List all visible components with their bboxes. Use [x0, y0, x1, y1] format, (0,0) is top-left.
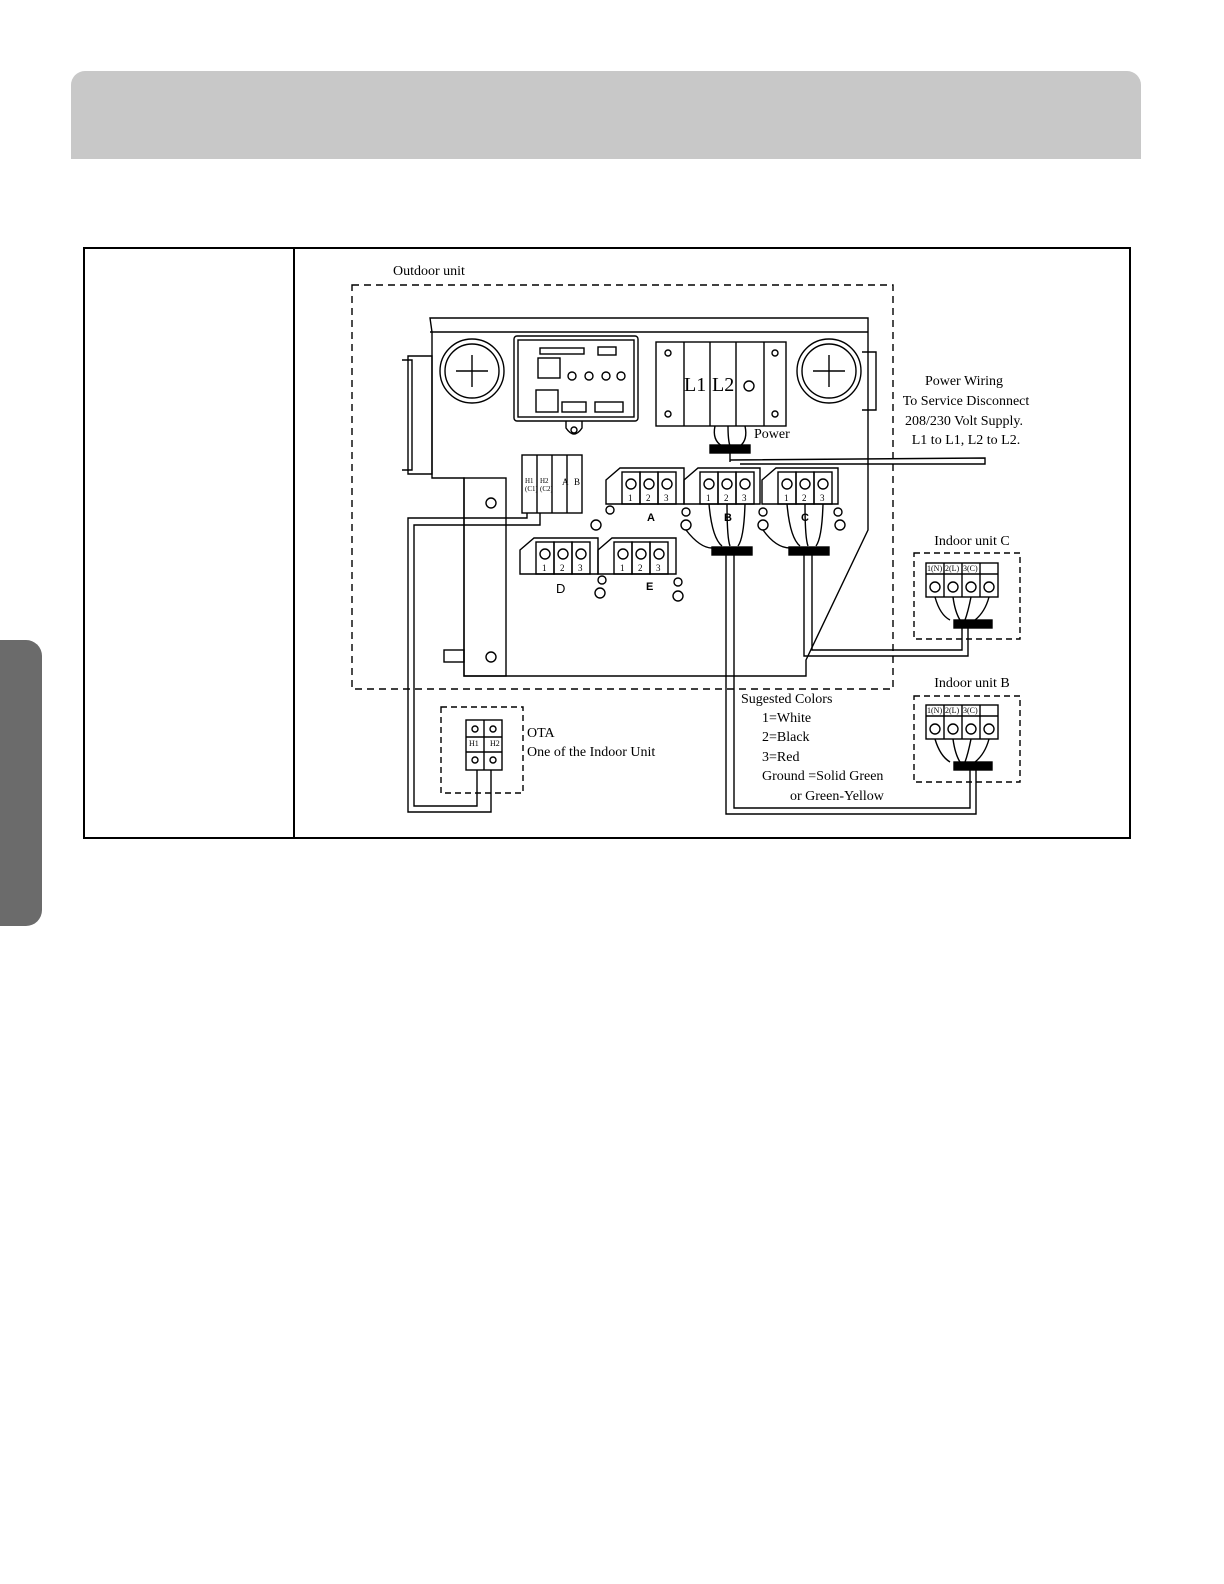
color-2: 2=Black [762, 730, 810, 745]
terminal-number: 1 [784, 493, 789, 503]
terminal-number: 2 [802, 493, 807, 503]
outdoor-unit-label: Outdoor unit [393, 264, 465, 279]
terminal-number: 3 [578, 563, 583, 573]
relay-h2-label: H2 (C2) [540, 477, 553, 493]
color-ground-alt: or Green-Yellow [790, 789, 884, 804]
power-wiring-line-1: Power Wiring [924, 374, 1004, 389]
color-1: 1=White [762, 711, 812, 726]
l2-label: L2 [712, 374, 735, 396]
ota-label: OTA [527, 726, 555, 741]
indoor-b-terminal-1: 1(N) [927, 706, 943, 715]
terminal-number: 2 [724, 493, 729, 503]
ota-h1-label: H1 [469, 739, 479, 748]
ota-wire-1 [408, 513, 527, 812]
terminal-block-d [520, 538, 598, 574]
color-3: 3=Red [762, 750, 800, 765]
power-wiring-line-4: L1 to L1, L2 to L2. [911, 433, 1021, 448]
zone-b-cable-clamp [712, 547, 752, 555]
indoor-unit-b-label: Indoor unit B [934, 676, 1010, 691]
terminal-number: 3 [742, 493, 747, 503]
power-supply-cable [730, 458, 985, 464]
relay-a-label: A [562, 477, 569, 487]
indoor-c-terminal-1: 1(N) [927, 564, 943, 573]
indoor-c-terminal-2: 2(L) [945, 564, 960, 573]
terminal-block-c [762, 468, 838, 504]
terminal-block-e [598, 538, 676, 574]
indoor-unit-c-label: Indoor unit C [934, 534, 1010, 549]
terminal-number: 3 [664, 493, 669, 503]
ota-description: One of the Indoor Unit [527, 745, 656, 760]
relay-b-label: B [574, 477, 581, 487]
power-label: Power [754, 427, 790, 442]
terminal-number: 1 [542, 563, 547, 573]
ota-h2-label: H2 [490, 739, 500, 748]
terminal-number: 2 [646, 493, 651, 503]
zone-c-label: C [801, 512, 809, 524]
right-bracket [862, 352, 876, 410]
indoor-b-terminal-3: 3(C) [963, 706, 978, 715]
control-board [514, 336, 638, 421]
zone-b-label: B [724, 512, 732, 524]
zone-e-label: E [646, 581, 654, 593]
l1-label: L1 [684, 374, 707, 396]
indoor-c-terminal-3: 3(C) [963, 564, 978, 573]
terminal-number: 1 [620, 563, 625, 573]
power-wiring-line-2: To Service Disconnect [902, 394, 1030, 409]
colors-title: Sugested Colors [741, 692, 833, 707]
terminal-number: 2 [638, 563, 643, 573]
zone-c-cable-clamp [789, 547, 829, 555]
zone-d-label: D [556, 581, 566, 596]
terminal-number: 1 [706, 493, 711, 503]
terminal-number: 3 [656, 563, 661, 573]
terminal-number: 1 [628, 493, 633, 503]
color-ground: Ground =Solid Green [762, 769, 884, 784]
zone-a-label: A [647, 512, 655, 524]
indoor-b-terminal-2: 2(L) [945, 706, 960, 715]
left-mounting-plate [464, 478, 506, 676]
terminal-number: 3 [820, 493, 825, 503]
terminal-number: 2 [560, 563, 565, 573]
terminal-block-b [684, 468, 760, 504]
relay-h1-label: H1 (C1) [525, 477, 538, 493]
terminal-block-a [606, 468, 684, 504]
power-cable-clamp [710, 445, 750, 453]
power-wiring-line-3: 208/230 Volt Supply. [905, 414, 1023, 429]
